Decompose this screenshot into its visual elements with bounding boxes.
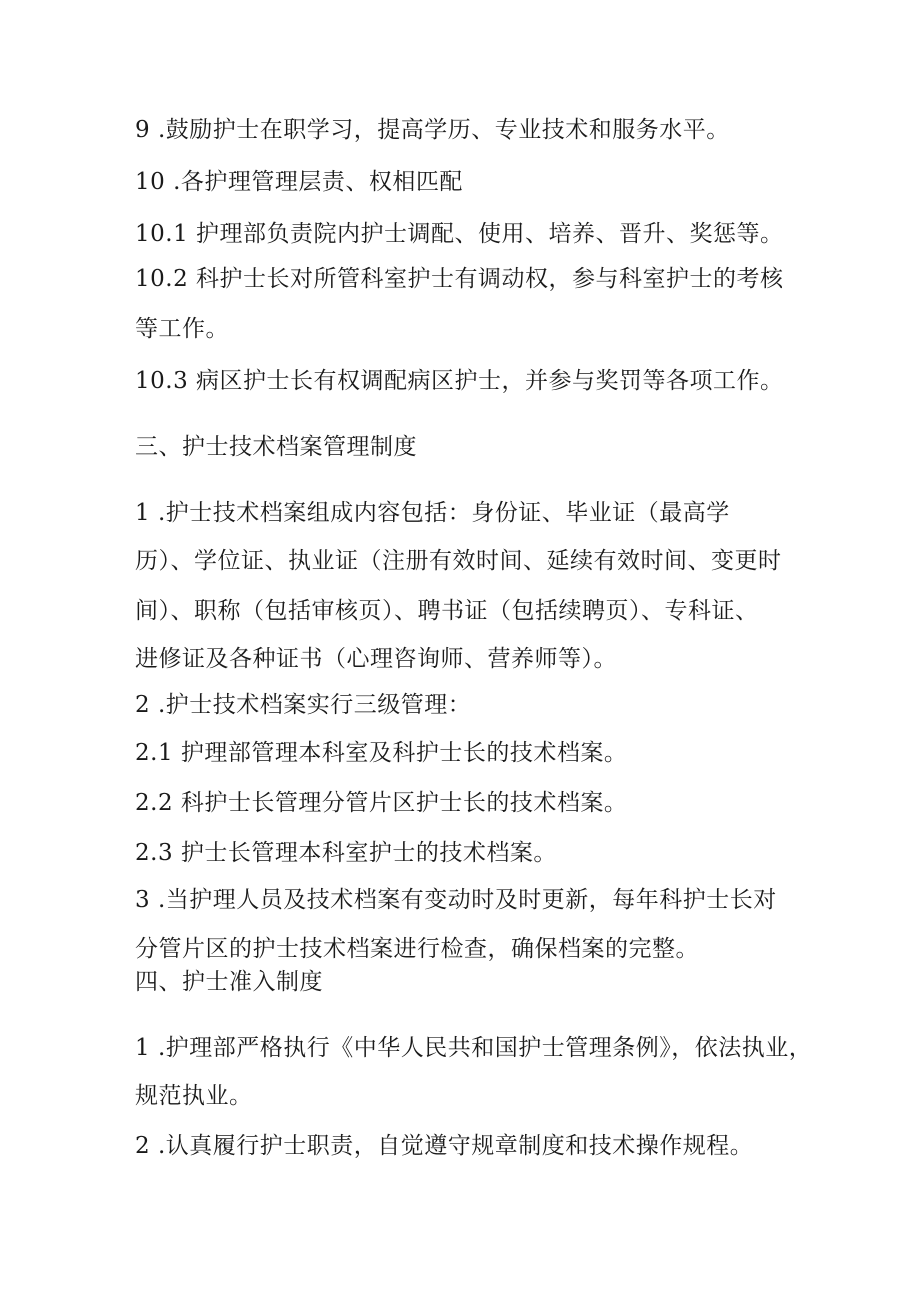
text-line: 2.2 科护士长管理分管片区护士长的技术档案。 (135, 790, 628, 816)
text-line: 1 .护理部严格执行《中华人民共和国护士管理条例》，依法执业， (135, 1035, 813, 1061)
text-line: 2 .护士技术档案实行三级管理： (135, 692, 472, 718)
text-line: 2.3 护士长管理本科室护士的技术档案。 (135, 840, 557, 866)
text-line: 10.2 科护士长对所管科室护士有调动权，参与科室护士的考核 (135, 266, 784, 292)
section-heading: 三、护士技术档案管理制度 (135, 434, 417, 460)
text-line: 9 .鼓励护士在职学习，提高学历、专业技术和服务水平。 (135, 117, 730, 143)
text-line: 等工作。 (135, 316, 229, 342)
text-line: 10.3 病区护士长有权调配病区护士，并参与奖罚等各项工作。 (135, 368, 784, 394)
text-line: 2.1 护理部管理本科室及科护士长的技术档案。 (135, 740, 628, 766)
text-line: 10.1 护理部负责院内护士调配、使用、培养、晋升、奖惩等。 (135, 221, 784, 247)
text-line: 进修证及各种证书（心理咨询师、营养师等）。 (135, 646, 617, 672)
text-line: 间）、职称（包括审核页）、聘书证（包括续聘页）、专科证、 (135, 598, 759, 624)
text-line: 1 .护士技术档案组成内容包括：身份证、毕业证（最高学 (135, 500, 730, 526)
text-line: 2 .认真履行护士职责，自觉遵守规章制度和技术操作规程。 (135, 1133, 754, 1159)
section-heading: 四、护士准入制度 (135, 969, 323, 995)
text-line: 规范执业。 (135, 1083, 253, 1109)
section-heading: 10 .各护理管理层责、权相匹配 (135, 169, 463, 195)
text-line: 3 .当护理人员及技术档案有变动时及时更新，每年科护士长对 (135, 887, 777, 913)
text-line: 历）、学位证、执业证（注册有效时间、延续有效时间、变更时 (135, 548, 782, 574)
text-line: 分管片区的护士技术档案进行检查，确保档案的完整。 (135, 936, 699, 962)
